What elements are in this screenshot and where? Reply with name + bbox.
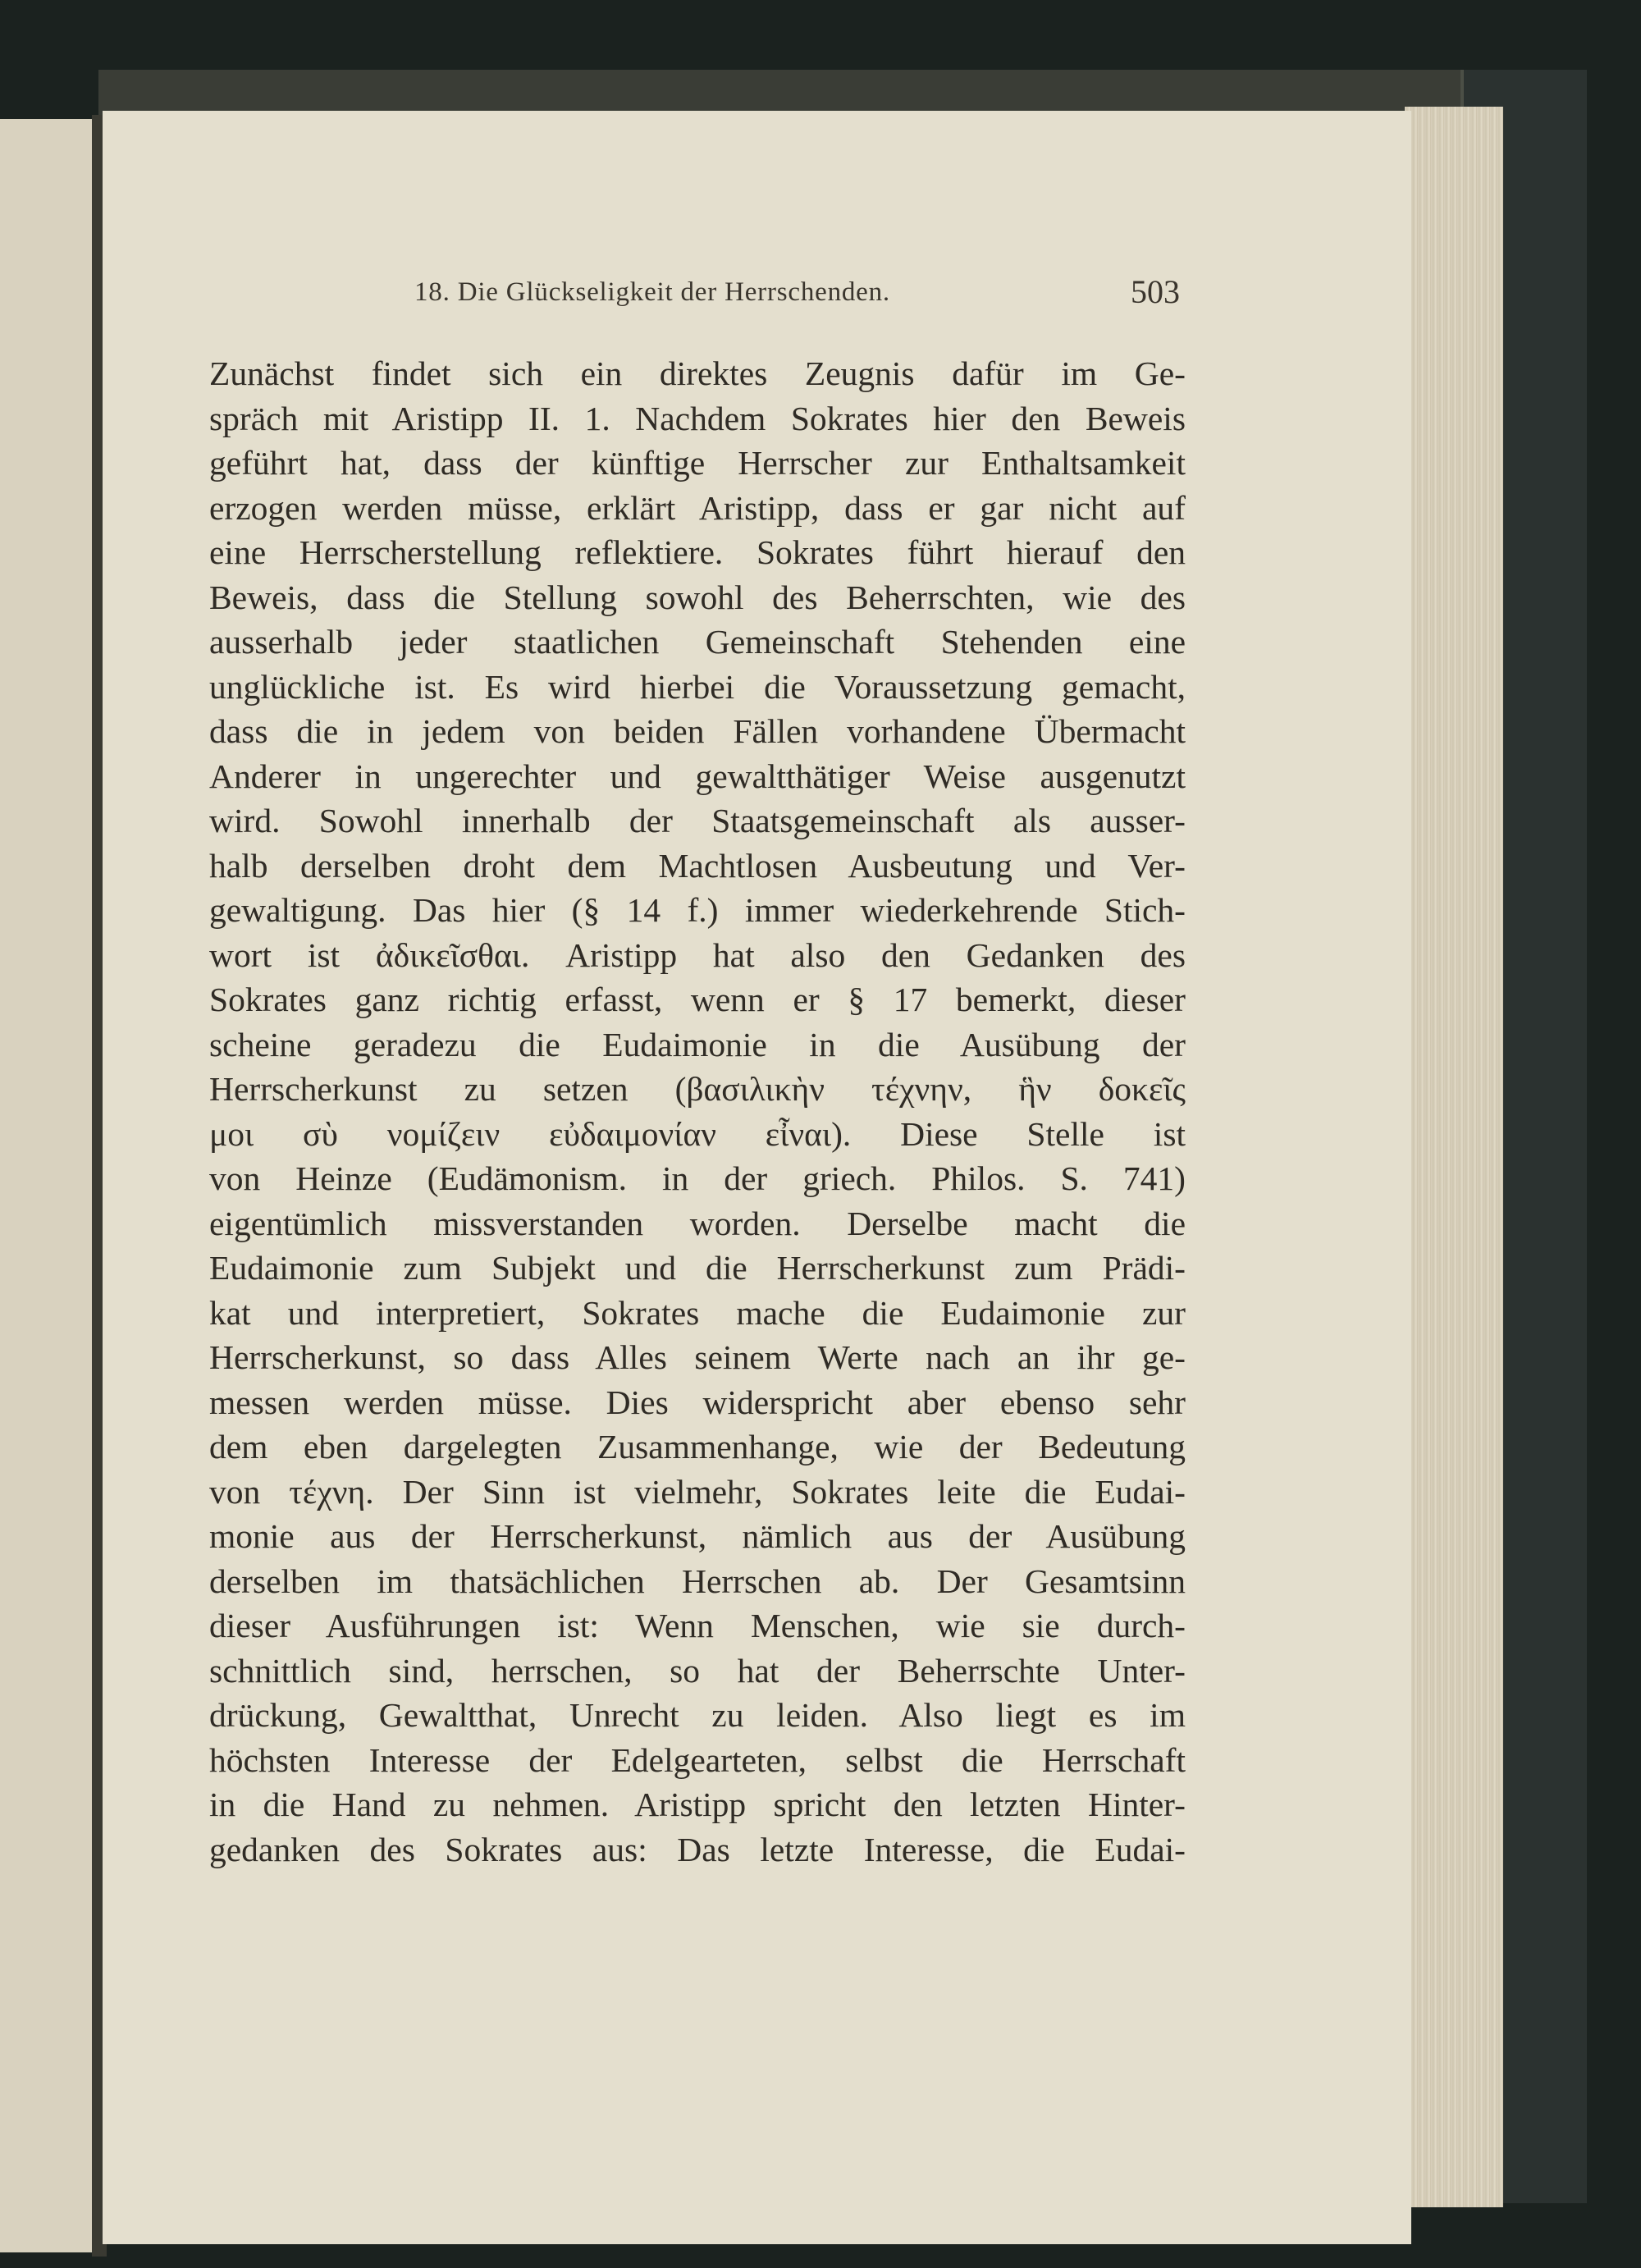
text-line: messen werden müsse. Dies widerspricht aber ebenso sehr — [209, 1383, 1186, 1421]
text-line: wort ist ἀδικεῖσθαι. Aristipp hat also den Gedanken des — [209, 935, 1186, 974]
left-page — [0, 119, 99, 2252]
text-line: Beweis, dass die Stellung sowohl des Beherrschten, wie des — [209, 578, 1186, 616]
page-number: 503 — [1131, 273, 1180, 310]
text-line: halb derselben droht dem Machtlosen Ausbeutung und Ver- — [209, 846, 1186, 885]
text-line: Anderer in ungerechter und gewaltthätiger Weise ausgenutzt — [209, 757, 1186, 795]
text-line: monie aus der Herrscherkunst, nämlich aus der Ausübung — [209, 1517, 1186, 1555]
text-line: erzogen werden müsse, erklärt Aristipp, dass er gar nicht auf — [209, 488, 1186, 527]
text-line: von Heinze (Eudämonism. in der griech. Philos. S. 741) — [209, 1159, 1186, 1197]
running-header-title: 18. Die Glückseligkeit der Herrschenden. — [414, 277, 890, 307]
text-line: eigentümlich missverstanden worden. Derselbe macht die — [209, 1204, 1186, 1242]
text-line: scheine geradezu die Eudaimonie in die Ausübung der — [209, 1025, 1186, 1063]
text-line: dem eben dargelegten Zusammenhange, wie der Bedeutung — [209, 1428, 1186, 1466]
text-line: Herrscherkunst, so dass Alles seinem Werte nach an ihr ge- — [209, 1338, 1186, 1376]
text-line: kat und interpretiert, Sokrates mache die Eudaimonie zur — [209, 1293, 1186, 1332]
text-line: gedanken des Sokrates aus: Das letzte Interesse, die Eudai- — [209, 1830, 1186, 1868]
text-line: eine Herrscherstellung reflektiere. Sokrates führt hierauf den — [209, 533, 1186, 571]
text-line: drückung, Gewaltthat, Unrecht zu leiden. Also liegt es im — [209, 1696, 1186, 1734]
page-edges — [1405, 107, 1503, 2207]
text-line: Sokrates ganz richtig erfasst, wenn er § 17 bemerkt, dieser — [209, 981, 1186, 1018]
text-line: wird. Sowohl innerhalb der Staatsgemeinschaft als ausser- — [209, 802, 1186, 839]
text-line: Zunächst findet sich ein direktes Zeugnis dafür im Ge- — [209, 354, 1186, 392]
text-line: dass die in jedem von beiden Fällen vorhandene Übermacht — [209, 712, 1186, 750]
text-line: derselben im thatsächlichen Herrschen ab. Der Gesamtsinn — [209, 1562, 1186, 1600]
text-line: μοι σὺ νομίζειν εὐδαιμονίαν εἶναι). Diese Stelle ist — [209, 1114, 1186, 1153]
text-line: schnittlich sind, herrschen, so hat der Beherrschte Unter- — [209, 1651, 1186, 1690]
text-line: Eudaimonie zum Subjekt und die Herrscherkunst zum Prädi- — [209, 1249, 1186, 1287]
text-line: ausserhalb jeder staatlichen Gemeinschaft Stehenden eine — [209, 623, 1186, 661]
text-line: spräch mit Aristipp II. 1. Nachdem Sokrates hier den Beweis — [209, 399, 1186, 437]
text-line: in die Hand zu nehmen. Aristipp spricht den letzten Hinter- — [209, 1786, 1186, 1823]
text-line: geführt hat, dass der künftige Herrscher zur Enthaltsamkeit — [209, 444, 1186, 482]
text-line: unglückliche ist. Es wird hierbei die Voraussetzung gemacht, — [209, 667, 1186, 706]
text-line: höchsten Interesse der Edelgearteten, selbst die Herrschaft — [209, 1740, 1186, 1779]
text-line: gewaltigung. Das hier (§ 14 f.) immer wiederkehrende Stich- — [209, 891, 1186, 929]
text-line: Herrscherkunst zu setzen (βασιλικὴν τέχνην, ἣν δοκεῖς — [209, 1070, 1186, 1108]
text-line: dieser Ausführungen ist: Wenn Menschen, wie sie durch- — [209, 1607, 1186, 1644]
body-text — [209, 351, 1186, 1872]
text-line: von τέχνη. Der Sinn ist vielmehr, Sokrates leite die Eudai- — [209, 1472, 1186, 1511]
